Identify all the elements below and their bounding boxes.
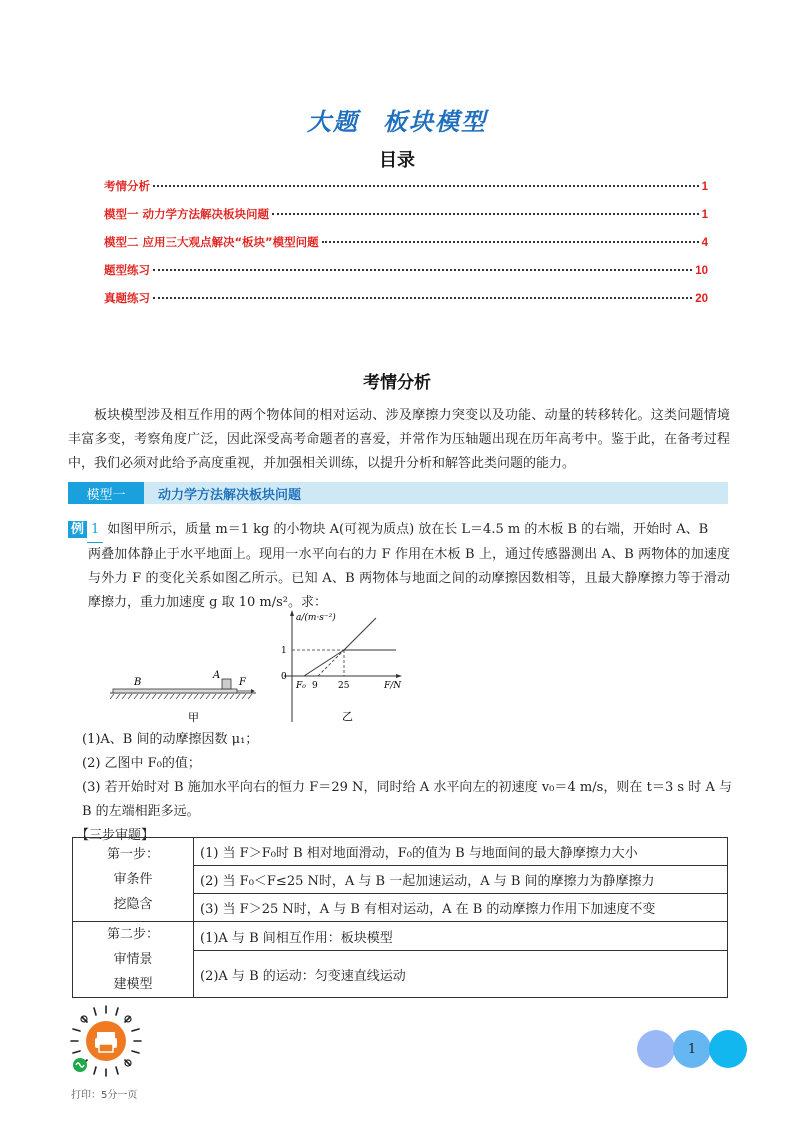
- label-B: B: [134, 677, 142, 688]
- step2-row: (2)A 与 B 的运动：匀变速直线运动: [194, 951, 728, 998]
- table-of-contents: [104, 178, 708, 318]
- printer-qr-code-icon[interactable]: [68, 1003, 144, 1079]
- toc-label: 真题练习: [104, 291, 150, 305]
- toc-leader: [153, 185, 699, 187]
- toc-item[interactable]: [104, 290, 708, 318]
- toc-item[interactable]: [104, 178, 708, 206]
- toc-page: 1: [701, 209, 708, 221]
- toc-title: 目录: [379, 150, 415, 171]
- x-axis-label: F/N: [384, 681, 402, 691]
- toc-label: 考情分析: [104, 179, 150, 193]
- toc-item[interactable]: [104, 262, 708, 290]
- x-tick-F0: F₀: [296, 681, 306, 691]
- print-label: 打印：5分一页: [71, 1090, 138, 1101]
- toc-page: 1: [701, 181, 708, 193]
- example-body: 两叠加体静止于水平地面上。现用一水平向右的力 F 作用在木板 B 上，通过传感器测出 A、B 两物体的加速度与外力 F 的变化关系如图乙所示。已知 A、B 两物体与地面之间的动摩擦因数相等，且最大静摩擦力等于滑动摩擦力，重力加速度 g 取 10 m/s²。求：: [88, 547, 730, 610]
- toc-label: 模型一 动力学方法解决板块问题: [104, 207, 270, 221]
- toc-item[interactable]: [104, 206, 708, 234]
- origin-label: 0: [281, 672, 287, 682]
- step1-row: (1) 当 F＞F₀时 B 相对地面滑动，F₀的值为 B 与地面间的最大静摩擦力大小: [194, 838, 728, 866]
- caption-yi: 乙: [342, 710, 353, 723]
- example-tag: 例: [68, 521, 87, 538]
- model-name: 动力学方法解决板块问题: [158, 487, 302, 503]
- toc-label: 题型练习: [104, 263, 150, 277]
- title-part1: 大题: [307, 108, 359, 136]
- pager-dot-right: [709, 1030, 747, 1068]
- three-step-table: [72, 837, 728, 998]
- label-F: F: [239, 677, 246, 688]
- figure-jia-board-block: [108, 665, 258, 725]
- label-A: A: [213, 670, 221, 681]
- step1-header: 第一步： 审条件 挖隐含: [73, 838, 194, 922]
- question-3: (3) 若开始时对 B 施加水平向右的恒力 F＝29 N，同时给 A 水平向左的初速度 v₀＝4 m/s，则在 t＝3 s 时 A 与 B 的左端相距多远。: [82, 780, 732, 819]
- y-axis-label: a/(m·s⁻²): [296, 613, 336, 623]
- toc-page: 4: [701, 237, 708, 249]
- step2-row: (1)A 与 B 间相互作用：板块模型: [194, 922, 728, 951]
- page-number: 1: [673, 1030, 711, 1068]
- caption-jia: 甲: [188, 711, 199, 724]
- pager-dot-left: [637, 1030, 675, 1068]
- section-title: 考情分析: [363, 373, 431, 393]
- question-1: (1)A、B 间的动摩擦因数 μ₁；: [82, 732, 259, 747]
- y-tick-1: 1: [281, 646, 287, 656]
- figure-yi-a-F-graph: [278, 608, 418, 728]
- toc-page: 20: [695, 293, 708, 305]
- toc-label: 模型二 应用三大观点解决“板块”模型问题: [104, 235, 319, 249]
- step1-row: (3) 当 F＞25 N时，A 与 B 有相对运动，A 在 B 的动摩擦力作用下加速度不变: [194, 894, 728, 922]
- toc-leader: [322, 241, 699, 243]
- page-indicator: [637, 1030, 745, 1068]
- toc-leader: [272, 213, 699, 215]
- toc-leader: [153, 269, 692, 271]
- example-number: 1: [87, 518, 103, 543]
- toc-leader: [153, 297, 692, 299]
- step1-row: (2) 当 F₀＜F≤25 N时，A 与 B 一起加速运动，A 与 B 间的摩擦力为静摩擦力: [194, 866, 728, 894]
- title-part2: 板块模型: [383, 108, 487, 136]
- question-list: [76, 728, 732, 848]
- model-tag: 模型一: [68, 482, 144, 504]
- intro-paragraph: 板块模型涉及相互作用的两个物体间的相对运动、涉及摩擦力突变以及功能、动量的转移转化。这类问题情境丰富多变，考察角度广泛，因此深受高考命题者的喜爱，并常作为压轴题出现在历年高考中。鉴于此，在备考过程中，我们必须对此给予高度重视，并加强相关训练，以提升分析和解答此类问题的能力。: [68, 408, 730, 471]
- document-title: [0, 102, 794, 137]
- toc-item[interactable]: [104, 234, 708, 262]
- example-line1: 如图甲所示，质量 m＝1 kg 的小物块 A(可视为质点) 放在长 L＝4.5 m 的木板 B 的右端，开始时 A、B: [107, 522, 709, 537]
- x-tick-25: 25: [338, 681, 350, 691]
- example-problem: [68, 518, 730, 615]
- x-tick-9: 9: [312, 681, 318, 691]
- three-step-heading: 【三步审题】: [76, 828, 155, 843]
- toc-page: 10: [695, 265, 708, 277]
- step2-header: 第二步： 审情景 建模型: [73, 922, 194, 998]
- question-2: (2) 乙图中 F₀的值；: [82, 756, 201, 771]
- model-banner: [68, 482, 728, 504]
